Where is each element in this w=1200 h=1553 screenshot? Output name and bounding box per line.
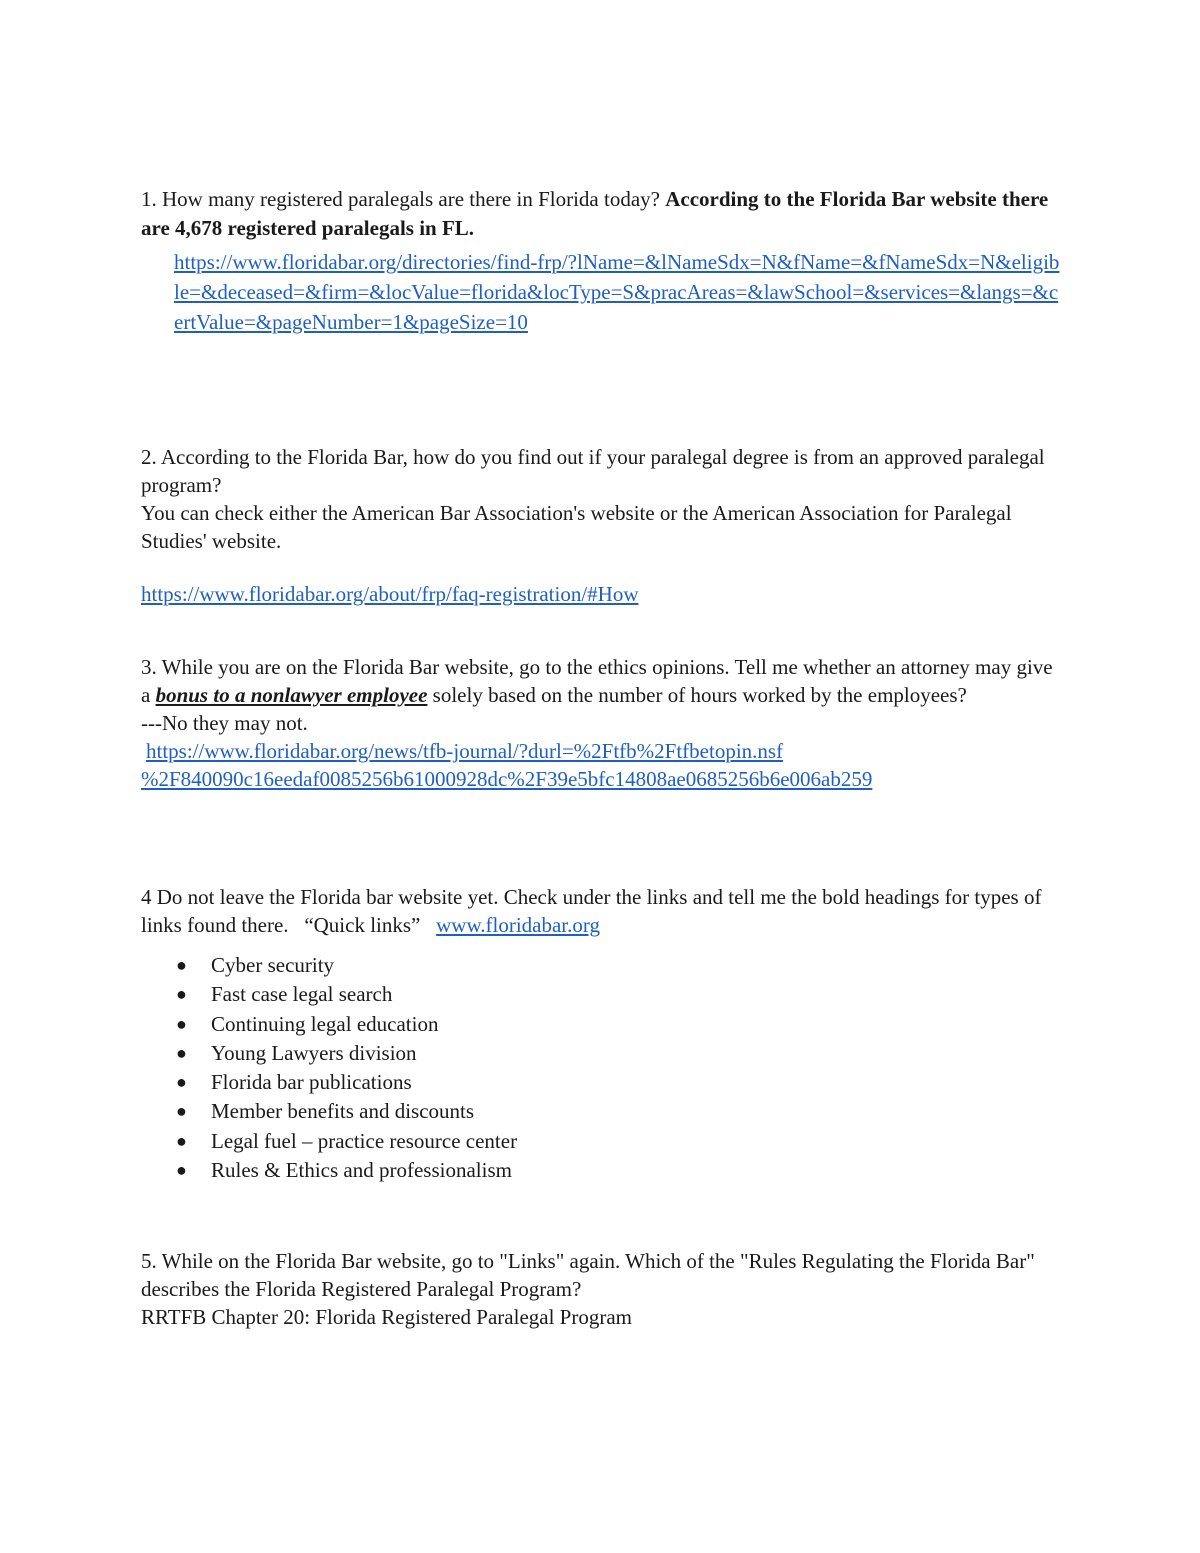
ethics-opinion-link[interactable]: https://www.floridabar.org/news/tfb-journal/?durl=%2Ftfb%2Ftfbetopin.nsf bbox=[146, 739, 784, 763]
bullet-icon: ● bbox=[176, 1101, 187, 1122]
bullet-icon: ● bbox=[176, 1042, 187, 1063]
list-item bbox=[141, 1127, 1061, 1156]
list-item-label: Young Lawyers division bbox=[211, 1040, 417, 1065]
question-1-link-container bbox=[174, 247, 1061, 337]
question-3-answer: ---No they may not. bbox=[141, 711, 308, 735]
question-1 bbox=[141, 185, 1061, 243]
find-frp-directory-link[interactable]: https://www.floridabar.org/directories/find-frp/?lName=&lNameSdx=N&fName=&fNameSdx=N&eligible=&deceased=&firm=&locValue=florida&locType=S&pracAreas=&lawSchool=&services=&langs=&certValue=&pageNumber=1&pageSize=10 bbox=[174, 250, 1060, 334]
question-3-link-line-2-container bbox=[141, 765, 1061, 793]
question-1-answer: According to the Florida Bar website there are 4,678 registered paralegals in FL. bbox=[141, 187, 1049, 240]
list-item bbox=[141, 1156, 1061, 1185]
list-item-label: Fast case legal search bbox=[211, 982, 393, 1007]
bullet-icon: ● bbox=[176, 1013, 187, 1034]
list-item bbox=[141, 1039, 1061, 1068]
bullet-icon: ● bbox=[176, 1072, 187, 1093]
question-4-text: 4 Do not leave the Florida bar website yet. Check under the links and tell me the bold headings for types of links found there. bbox=[141, 885, 1042, 937]
question-3-text-after: solely based on the number of hours worked by the employees? bbox=[432, 683, 967, 707]
ethics-opinion-link-continued[interactable]: %2F840090c16eedaf0085256b61000928dc%2F39e5bfc14808ae0685256b6e006ab259 bbox=[141, 767, 873, 791]
document-page bbox=[141, 185, 1061, 1331]
list-item-label: Florida bar publications bbox=[211, 1070, 412, 1095]
list-item-label: Legal fuel – practice resource center bbox=[211, 1128, 518, 1153]
bullet-icon: ● bbox=[176, 1130, 187, 1151]
question-3-link-line-1-container bbox=[141, 737, 1061, 765]
question-1-text: 1. How many registered paralegals are there in Florida today? bbox=[141, 187, 660, 211]
list-item bbox=[141, 1010, 1061, 1039]
question-5: 5. While on the Florida Bar website, go to "Links" again. Which of the "Rules Regulating the Florida Bar" describes the Florida Registered Paralegal Program? bbox=[141, 1249, 1035, 1302]
faq-registration-link[interactable]: https://www.floridabar.org/about/frp/faq-registration/#How bbox=[141, 582, 639, 606]
question-3-emphasis: bonus to a nonlawyer employee bbox=[155, 683, 428, 707]
bullet-icon: ● bbox=[176, 955, 187, 975]
quick-links-list bbox=[141, 951, 1061, 1185]
question-3-text-before: 3. While you are on the Florida Bar website, go to the ethics opinions. Tell me whether an attorney may give a bbox=[141, 655, 1053, 707]
list-item-label: Member benefits and discounts bbox=[211, 1099, 475, 1124]
list-item-label: Cyber security bbox=[211, 953, 335, 977]
bullet-icon: ● bbox=[176, 984, 187, 1005]
question-2: 2. According to the Florida Bar, how do you find out if your paralegal degree is from an approved paralegal program? bbox=[141, 445, 1045, 497]
floridabar-home-link[interactable]: www.floridabar.org bbox=[436, 913, 601, 937]
list-item bbox=[141, 951, 1061, 980]
question-2-answer: You can check either the American Bar Association's website or the American Association for Paralegal Studies' website. bbox=[141, 501, 1012, 553]
list-item bbox=[141, 1068, 1061, 1097]
list-item-label: Continuing legal education bbox=[211, 1011, 439, 1036]
quick-links-label: “Quick links” bbox=[304, 913, 421, 937]
list-item-label: Rules & Ethics and professionalism bbox=[211, 1158, 512, 1183]
question-5-answer: RRTFB Chapter 20: Florida Registered Paralegal Program bbox=[141, 1305, 632, 1330]
list-item bbox=[141, 980, 1061, 1009]
list-item bbox=[141, 1097, 1061, 1126]
bullet-icon: ● bbox=[176, 1160, 187, 1181]
question-4 bbox=[141, 883, 1061, 939]
question-3 bbox=[141, 653, 1061, 709]
question-2-link-container bbox=[141, 580, 1061, 608]
